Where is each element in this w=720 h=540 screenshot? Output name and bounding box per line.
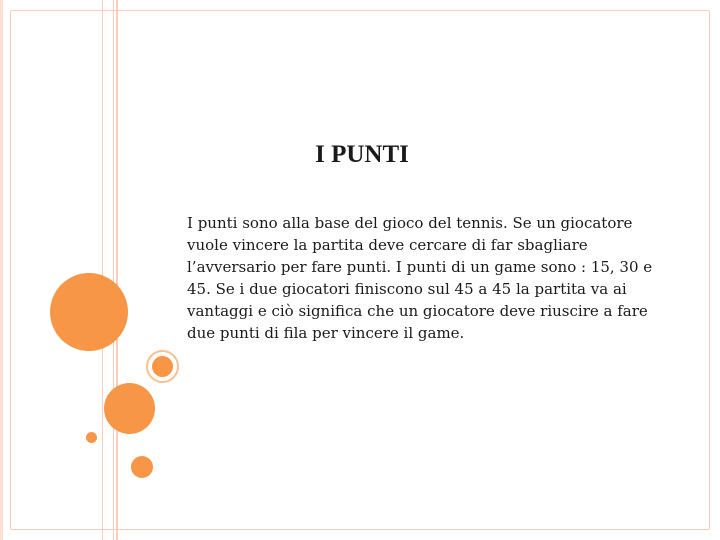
decorative-ring-circle	[146, 350, 179, 383]
decorative-circle-medium	[104, 383, 155, 434]
body-line: vuole vincere la partita deve cercare di far sbagliare	[187, 236, 588, 254]
body-line: l’avversario per fare punti. I punti di un game sono : 15, 30 e	[187, 258, 653, 276]
body-line: 45. Se i due giocatori finiscono sul 45 a 45 la partita va ai	[187, 280, 627, 298]
slide-title: I PUNTI	[315, 141, 409, 168]
decorative-circle-tiny	[86, 432, 97, 443]
decorative-circle-small	[131, 456, 153, 478]
body-line: due punti di fila per vincere il game.	[187, 324, 465, 342]
decorative-line	[0, 0, 3, 540]
body-line: I punti sono alla base del gioco del tennis. Se un giocatore	[187, 214, 633, 232]
decorative-circle-large	[50, 273, 128, 351]
slide-body	[187, 212, 667, 344]
body-line: vantaggi e ciò significa che un giocatore deve riuscire a fare	[187, 302, 648, 320]
decorative-circle-inner	[152, 356, 173, 377]
